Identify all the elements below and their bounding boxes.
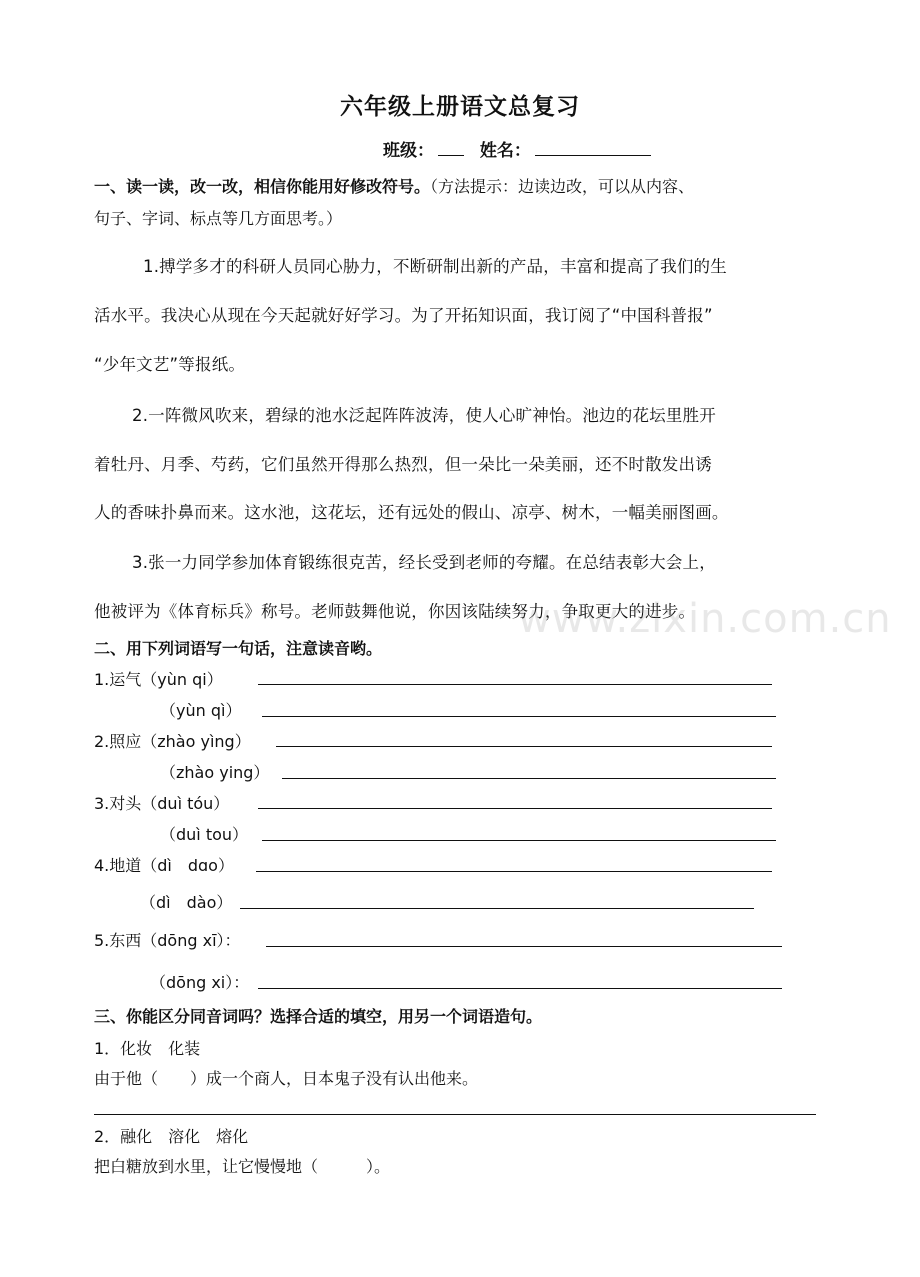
q1-sentence: 由于他（ ）成一个商人，日本鬼子没有认出他来。 bbox=[94, 1069, 479, 1088]
section3-heading: 三、你能区分同音词吗？选择合适的填空，用另一个词语造句。 bbox=[94, 1007, 543, 1026]
word-item-3a: 3.对头（duì tóu） bbox=[94, 794, 230, 813]
answer-line-5a[interactable] bbox=[266, 946, 782, 947]
answer-line-2b[interactable] bbox=[282, 778, 776, 779]
section1-hint-2: 句子、字词、标点等几方面思考。） bbox=[94, 209, 343, 228]
answer-line-1b[interactable] bbox=[262, 716, 776, 717]
word-item-2b: （zhào ying） bbox=[160, 763, 270, 782]
page-title: 六年级上册语文总复习 bbox=[340, 94, 580, 120]
section1-heading: 一、读一读，改一改，相信你能用好修改符号。 bbox=[94, 177, 431, 196]
paragraph1-line2: 活水平。我决心从现在今天起就好好学习。为了开拓知识面，我订阅了“中国科普报” bbox=[94, 306, 713, 325]
section1-hint-1: （方法提示：边读边改，可以从内容、 bbox=[430, 177, 695, 196]
answer-line-3a[interactable] bbox=[258, 808, 772, 809]
word-item-5a: 5.东西（dōng xī）： bbox=[94, 931, 241, 950]
paragraph1-line3: “少年文艺”等报纸。 bbox=[94, 355, 246, 374]
class-blank[interactable] bbox=[438, 137, 464, 156]
word-item-3b: （duì tou） bbox=[160, 825, 249, 844]
answer-line-4a[interactable] bbox=[256, 871, 772, 872]
paragraph1-line1: 1.搏学多才的科研人员同心胁力，不断研制出新的产品，丰富和提高了我们的生 bbox=[143, 257, 727, 276]
paragraph2-line1: 2.一阵微风吹来，碧绿的池水泛起阵阵波涛，使人心旷神怡。池边的花坛里胜开 bbox=[132, 406, 716, 425]
paragraph2-line3: 人的香味扑鼻而来。这水池，这花坛，还有远处的假山、凉亭、树木，一幅美丽图画。 bbox=[94, 503, 729, 522]
name-blank[interactable] bbox=[535, 137, 651, 156]
class-name-line bbox=[383, 136, 655, 161]
section2-heading: 二、用下列词语写一句话，注意读音哟。 bbox=[94, 639, 383, 658]
watermark-text: www.zixin.com.cn bbox=[518, 596, 892, 642]
answer-line-2a[interactable] bbox=[276, 746, 772, 747]
word-item-5b: （dōng xi）： bbox=[150, 973, 250, 992]
word-item-2a: 2.照应（zhào yìng） bbox=[94, 732, 251, 751]
answer-line-4b[interactable] bbox=[240, 908, 754, 909]
class-label: 班级： bbox=[383, 141, 434, 161]
word-item-1a: 1.运气（yùn qi） bbox=[94, 670, 223, 689]
section1-heading-line bbox=[94, 174, 694, 197]
answer-line-1a[interactable] bbox=[258, 684, 772, 685]
name-label: 姓名： bbox=[479, 141, 531, 161]
paragraph2-line2: 着牡丹、月季、芍药，它们虽然开得那么热烈，但一朵比一朵美丽，还不时散发出诱 bbox=[94, 455, 712, 474]
paragraph3-line2: 他被评为《体育标兵》称号。老师鼓舞他说，你因该陆续努力，争取更大的进步。 bbox=[94, 602, 696, 621]
word-item-1b: （yùn qì） bbox=[160, 701, 242, 720]
paragraph3-line1: 3.张一力同学参加体育锻练很克苦，经长受到老师的夸耀。在总结表彰大会上， bbox=[132, 553, 716, 572]
q1-answer-line[interactable] bbox=[94, 1114, 816, 1115]
q1-word-choices: 1．化妆 化装 bbox=[94, 1039, 201, 1058]
answer-line-3b[interactable] bbox=[262, 840, 776, 841]
word-item-4b: （dì dào） bbox=[140, 893, 233, 912]
word-item-4a: 4.地道（dì dɑo） bbox=[94, 856, 234, 875]
q2-word-choices: 2．融化 溶化 熔化 bbox=[94, 1127, 249, 1146]
answer-line-5b[interactable] bbox=[258, 988, 782, 989]
q2-sentence: 把白糖放到水里，让它慢慢地（ ）。 bbox=[94, 1157, 391, 1176]
